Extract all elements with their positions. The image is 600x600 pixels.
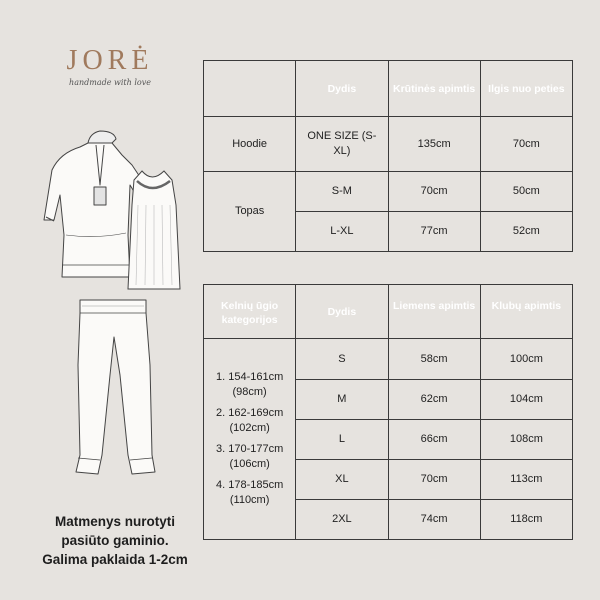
hips-cell: 108cm <box>480 420 572 460</box>
header-chest: Krūtinės apimtis <box>388 61 480 117</box>
hips-cell: 118cm <box>480 500 572 540</box>
header-waist: Liemens apimtis <box>388 285 480 339</box>
size-cell: S-M <box>296 172 388 212</box>
waist-cell: 74cm <box>388 500 480 540</box>
header-size: Dydis <box>296 61 388 117</box>
table-row <box>204 172 573 212</box>
jogger-pants-sketch-icon <box>76 300 155 474</box>
waist-cell: 58cm <box>388 339 480 380</box>
size-cell: S <box>296 339 388 380</box>
chest-cell: 135cm <box>388 117 480 172</box>
table-header-row <box>204 61 573 117</box>
note-line-2: pasiūto gaminio. <box>61 533 169 548</box>
garment-illustration <box>40 125 190 490</box>
product-hoodie: Hoodie <box>204 117 296 172</box>
measurement-note <box>20 512 210 569</box>
product-topas: Topas <box>204 172 296 252</box>
table-header-row <box>204 285 573 339</box>
hips-cell: 113cm <box>480 460 572 500</box>
hips-cell: 100cm <box>480 339 572 380</box>
chest-cell: 77cm <box>388 212 480 252</box>
height-category: 2. 162-169cm (102cm) <box>215 407 284 434</box>
header-height-categories: Kelnių ūgio kategorijos <box>204 285 296 339</box>
height-category: 4. 178-185cm (110cm) <box>215 479 284 506</box>
height-category: 1. 154-161cm (98cm) <box>215 371 284 398</box>
tank-top-sketch-icon <box>128 171 180 289</box>
header-size: Dydis <box>296 285 388 339</box>
table-row <box>204 117 573 172</box>
header-length: Ilgis nuo peties <box>480 61 572 117</box>
chest-cell: 70cm <box>388 172 480 212</box>
waist-cell: 70cm <box>388 460 480 500</box>
length-cell: 52cm <box>480 212 572 252</box>
length-cell: 70cm <box>480 117 572 172</box>
size-cell: M <box>296 380 388 420</box>
waist-cell: 62cm <box>388 380 480 420</box>
size-cell: L <box>296 420 388 460</box>
height-categories-cell <box>204 339 296 540</box>
size-cell: ONE SIZE (S-XL) <box>296 117 388 172</box>
header-empty <box>204 61 296 117</box>
top-size-table <box>203 60 573 252</box>
length-cell: 50cm <box>480 172 572 212</box>
header-hips: Klubų apimtis <box>480 285 572 339</box>
waist-cell: 66cm <box>388 420 480 460</box>
brand-name: JORĖ <box>66 45 154 76</box>
hips-cell: 104cm <box>480 380 572 420</box>
size-cell: 2XL <box>296 500 388 540</box>
size-cell: L-XL <box>296 212 388 252</box>
note-line-3: Galima paklaida 1-2cm <box>42 552 188 567</box>
note-line-1: Matmenys nurotyti <box>54 514 176 529</box>
brand-tagline: handmade with love <box>69 78 151 87</box>
pants-size-table <box>203 284 573 540</box>
brand-logo <box>60 46 160 87</box>
size-cell: XL <box>296 460 388 500</box>
height-category: 3. 170-177cm (106cm) <box>215 443 284 470</box>
table-row <box>204 339 573 380</box>
